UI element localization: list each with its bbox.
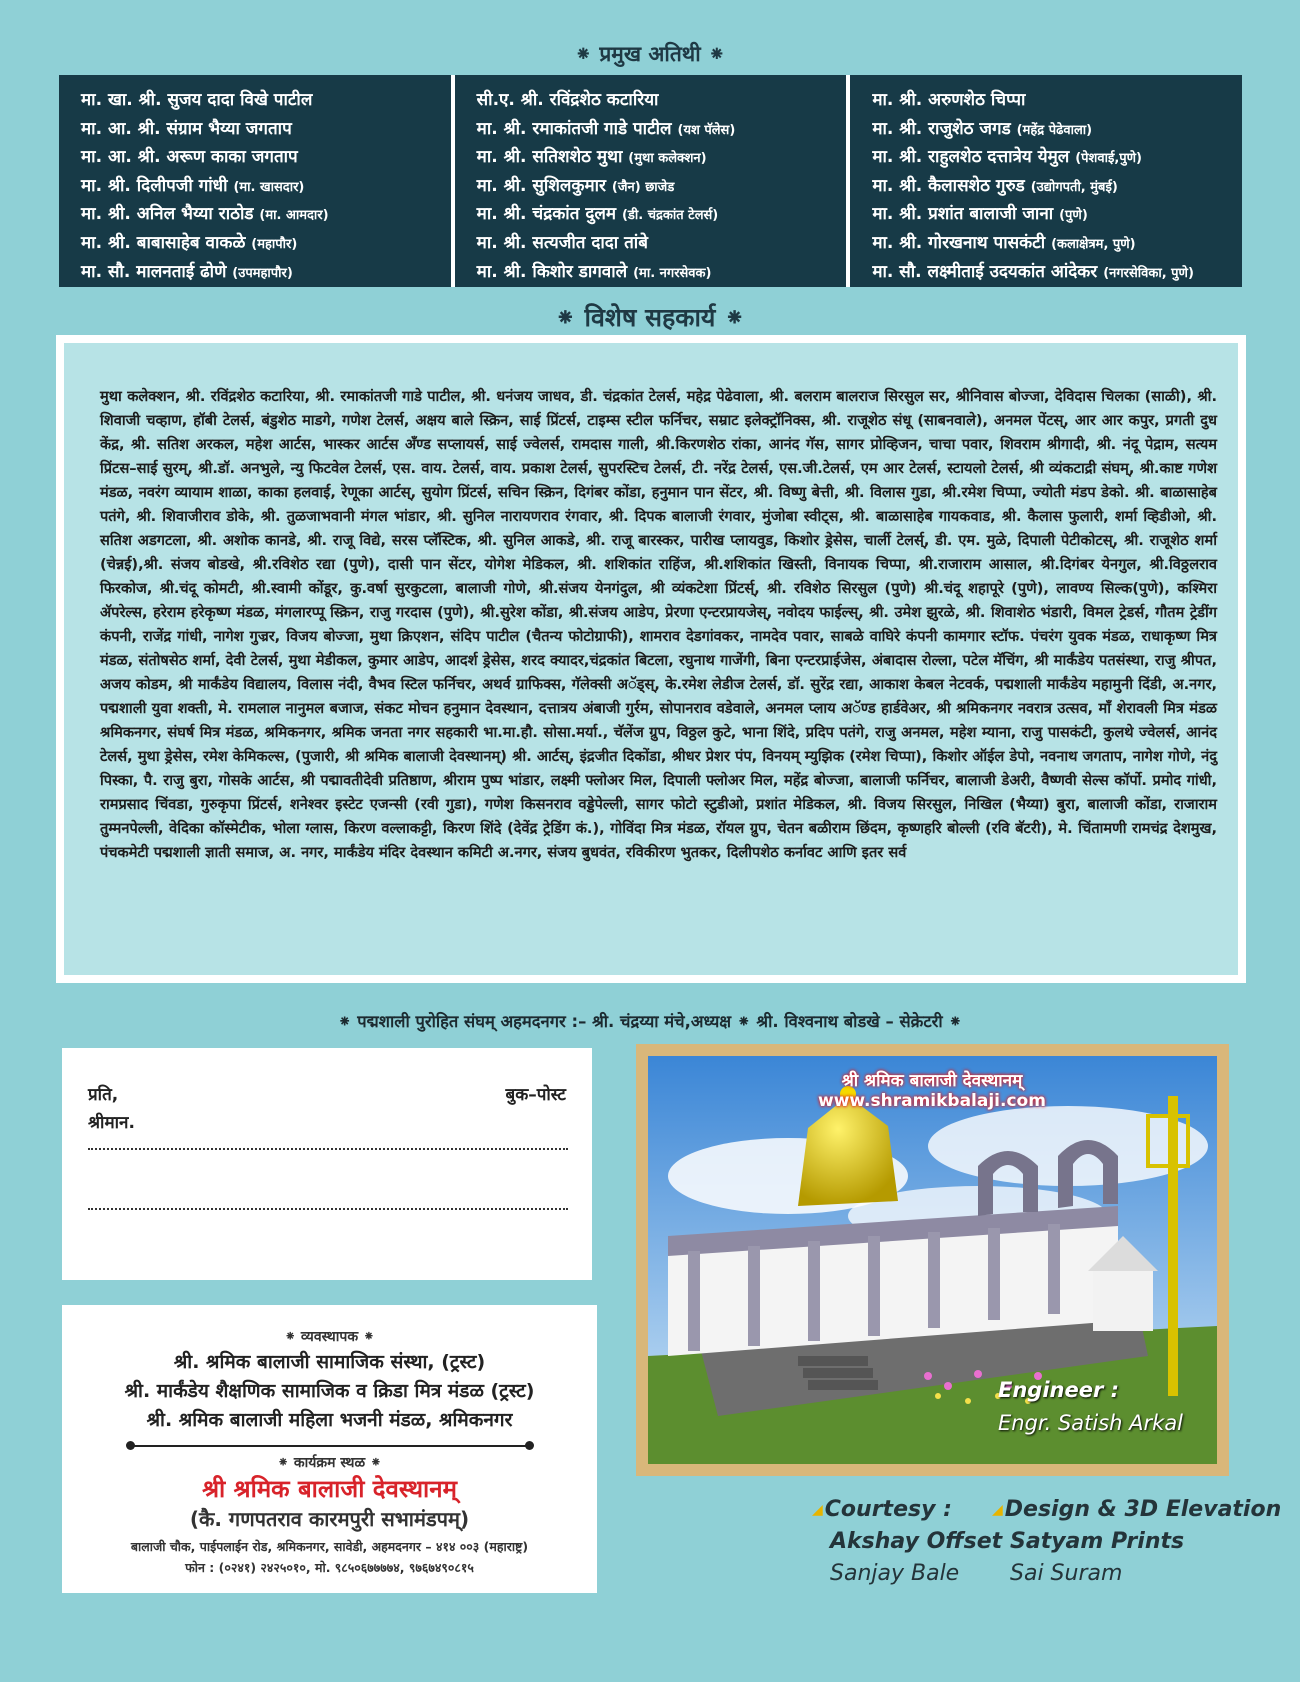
manager-org: श्री. श्रमिक बालाजी सामाजिक संस्था, (ट्रस्ट)	[173, 1351, 486, 1373]
design-line1: Satyam Prints	[1010, 1529, 1185, 1554]
guest-row: मा. खा. श्री. सुजय दादा विखे पाटील	[81, 90, 313, 110]
guest-row: मा. श्री. सुशिलकुमार (जैन) छाजेड	[476, 175, 675, 196]
courtesy-line2: Sanjay Bale	[830, 1561, 960, 1586]
manager-org: श्री. श्रमिक बालाजी महिला भजनी मंडळ, श्रमिकनगर	[146, 1409, 513, 1431]
guests-column-2	[451, 75, 847, 287]
address-line	[88, 1148, 568, 1150]
guest-row: मा. श्री. अनिल भैय्या राठोड (मा. आमदार)	[81, 204, 329, 225]
triangle-icon: ◢	[992, 1502, 1003, 1518]
venue-temple: श्री श्रमिक बालाजी देवस्थानम्	[202, 1475, 457, 1503]
triangle-icon: ◢	[812, 1502, 823, 1518]
guest-row: मा. आ. श्री. अरूण काका जगताप	[81, 147, 298, 168]
guest-row: मा. श्री. गोरखनाथ पासकंटी (कलाक्षेत्रम, पुणे)	[872, 232, 1136, 253]
courtesy-line1: Akshay Offset	[830, 1529, 1003, 1554]
address-line	[88, 1208, 568, 1210]
design-line2: Sai Suram	[1010, 1561, 1123, 1586]
temple-illustration	[648, 1056, 1217, 1464]
guest-row: मा. श्री. चंद्रकांत दुलम (डी. चंद्रकांत टेलर्स)	[476, 204, 719, 225]
collab-box	[56, 335, 1246, 983]
guest-row: मा. श्री. रमाकांतजी गाडे पाटील (यश पॅलेस)	[476, 118, 736, 139]
guest-row: मा. श्री. बाबासाहेब वाकळे (महापौर)	[81, 232, 298, 253]
guest-row: मा. सौ. मालनताई ढोणे (उपमहापौर)	[81, 261, 293, 282]
guest-row: मा. आ. श्री. संग्राम भैय्या जगताप	[81, 118, 292, 139]
manager-label: ⁕ व्यवस्थापक ⁕	[284, 1329, 375, 1345]
sir-label: श्रीमान.	[88, 1113, 135, 1133]
guest-row: सी.ए. श्री. रविंद्रशेठ कटारिया	[476, 90, 659, 110]
engineer-name: Engr. Satish Arkal	[998, 1411, 1184, 1435]
collab-inner-panel	[64, 343, 1238, 975]
temple-image-frame	[636, 1044, 1229, 1476]
guests-heading: ⁕ प्रमुख अतिथी ⁕	[574, 42, 726, 66]
guest-row: मा. श्री. कैलासशेठ गुरुड (उद्योगपती, मुंबई)	[872, 175, 1118, 196]
guest-row: मा. श्री. सत्यजीत दादा तांबे	[476, 232, 648, 253]
manager-card	[62, 1305, 597, 1593]
guest-row: मा. श्री. प्रशांत बालाजी जाना (पुणे)	[872, 204, 1088, 225]
design-credit	[992, 1494, 1281, 1590]
courtesy-credit	[812, 1494, 1002, 1590]
manager-org: श्री. मार्कंडेय शैक्षणिक सामाजिक व क्रिडा मित्र मंडळ (ट्रस्ट)	[124, 1380, 535, 1402]
guests-column-3	[846, 75, 1242, 287]
address-card	[62, 1048, 592, 1280]
temple-title: श्री श्रमिक बालाजी देवस्थानम्	[841, 1071, 1023, 1091]
guest-row: मा. श्री. अरुणशेठ चिप्पा	[872, 90, 1026, 110]
collab-heading: ⁕ विशेष सहकार्य ⁕	[554, 303, 746, 332]
guest-row: मा. श्री. राहुलशेठ दत्तात्रेय येमुल (पेशवाई,पुणे)	[872, 147, 1142, 168]
temple-website: www.shramikbalaji.com	[818, 1091, 1046, 1111]
book-post-label: बुक–पोस्ट	[505, 1085, 566, 1105]
divider	[130, 1445, 530, 1447]
venue-address: बालाजी चौक, पाईपलाईन रोड, श्रमिकनगर, सावेडी, अहमदनगर – ४१४ ००३ (महाराष्ट्र)	[130, 1539, 529, 1554]
venue-hall: (कै. गणपतराव कारमपुरी सभामंडपम्)	[189, 1507, 470, 1531]
sangham-line: ⁕ पद्मशाली पुरोहित संघम् अहमदनगर :– श्री. चंद्रय्या मंचे,अध्यक्ष ⁕ श्री. विश्वनाथ बोडखे – सेक्रेटरी ⁕	[337, 1012, 963, 1031]
temple-title-banner	[818, 1068, 1046, 1111]
engineer-label: Engineer :	[998, 1378, 1120, 1402]
temple-elevation-image	[648, 1056, 1217, 1464]
to-label: प्रति,	[88, 1085, 119, 1105]
guests-column-1	[59, 75, 451, 287]
guests-panel	[59, 75, 1242, 287]
venue-label: ⁕ कार्यक्रम स्थळ ⁕	[277, 1455, 382, 1471]
design-title: Design & 3D Elevation	[1004, 1497, 1282, 1522]
guest-row: मा. श्री. किशोर डागवाले (मा. नगरसेवक)	[476, 261, 712, 282]
guest-row: मा. सौ. लक्ष्मीताई उदयकांत आंदेकर (नगरसेविका, पुणे)	[872, 261, 1194, 282]
venue-phone: फोन : (०२४१) २४२५०१०, मो. ९८५०६७७७७४, ९७६७४९०८१५	[185, 1560, 474, 1575]
guest-row: मा. श्री. दिलीपजी गांधी (मा. खासदार)	[81, 175, 305, 196]
collab-text: मुथा कलेक्शन, श्री. रविंद्रशेठ कटारिया, श्री. रमाकांतजी गाडे पाटील, श्री. धनंजय जाधव, डी. चंद्रकांत टेलर्स, महेद्र पेढेवाला, श्री. बलराम बालराज सिरसुल सर, श्रीनिवास बोज्जा, देविदास चिलका (साळी), श्री. शिवाजी चव्हाण, हॉबी टेलर्स, बंडुशेठ माडगे, गणेश टेलर्स, अक्षय बाले स्क्रिन, साई प्रिंटर्स, टाइम्स स्टील फर्निचर, सम्राट इलेक्ट्रॉनिक्स, श्री. राजूशेठ संधू (साबनवाले), अनमल पेंटस्, आर आर कपुर, प्रगती दुध केंद्र, श्री. सतिश अरकल, महेश आर्टस, भास्कर आर्टस अँण्ड सप्लायर्स, साई ज्वेलर्स, रामदास गाली, श्री.किरणशेठ रांका, आनंद गॅस, सागर प्रोव्हिजन, चाचा पवार, शिवराम श्रीगादी, श्री. नंदू पेद्राम, सत्यम प्रिंटस–साई सुरम्, श्री.डॉ. अनभुले, न्यु फिटवेल टेलर्स, एस. वाय. टेलर्स, वाय. प्रकाश टेलर्स, सुपरस्टिच टेलर्स, टी. नरेंद्र टेलर्स, एस.जी.टेलर्स, एम आर टेलर्स, स्टायलो टेलर्स, श्री व्यंकटाद्री संघम्, श्री.काष्ट गणेश मंडळ, नवरंग व्यायाम शाळा, काका हलवाई, रेणूका आर्टस्, सुयोग प्रिंटर्स, सचिन स्क्रिन, दिगंबर कोंडा, हनुमान पान सेंटर, श्री. विष्णु बेत्ती, श्री. विलास गुडा, श्री.रमेश चिप्पा, ज्योती मंडप डेको. श्री. बाळासाहेब पतंगे, श्री. शिवाजीराव डोके, श्री. तुळजाभवानी मंगल भांडार, श्री. सुनिल नारायणराव रंगवार, श्री. दिपक बालाजी रंगवार, मुंजोबा स्वीट्स, श्री. बाळासाहेब गायकवाड, श्री. कैलास फुलारी, शर्मा व्हिडीओ, श्री. सतिश अडगटला, श्री. अशोक कानडे, श्री. राजू विद्ये, सरस प्लॅस्टिक, श्री. सुनिल आकडे, श्री. राजू बारस्कर, पारीख प्लायवुड, किशोर ड्रेसेस, चार्ली टेलर्स्, डी. एम. मुळे, दिपाली पेटीकोटस्, श्री. राजूशेठ शर्मा (चेन्नई),श्री. संजय बोडखे, श्री.रविशेठ रद्या (पुणे), दासी पान सेंटर, योगेश मेडिकल, श्री. शशिकांत राहिंज, श्री.शशिकांत खिस्ती, विनायक चिप्पा, श्री.राजाराम आसाल, श्री.दिगंबर येनगुल, श्री.विठ्ठलराव फिरकोज, श्री.चंदू कोमटी, श्री.स्वामी कोंडूर, कु.वर्षा सुरकुटला, बालाजी गोणे, श्री.संजय येनगंदुल, श्री व्यंकटेशा प्रिंटर्स्, श्री. रविशेठ सिरसुल (पुणे) श्री.चंदू शहापूरे (पुणे), लावण्य सिल्क(पुणे), कश्मिरा ॲपरेल्स, हरेराम हरेकृष्ण मंडळ, मंगलारप्पू स्क्रिन, राजु गरदास (पुणे), श्री.सुरेश कोंडा, श्री.संजय आडेप, प्रेरणा एन्टरप्रायजेस्, नवोदय फाईल्स्, श्री. उमेश झुरळे, श्री. शिवाशेठ भंडारी, विमल ट्रेडर्स, गौतम ट्रेडींग कंपनी, राजेंद्र गांधी, नागेश गुज्रर, विजय बोज्जा, मुथा क्रिएशन, संदिप पाटील (चैतन्य फोटोग्राफी), शामराव देडगांवकर, नामदेव पवार, साबळे वाघिरे कंपनी कामगार स्टॉफ. पंचरंग युवक मंडळ, राधाकृष्ण मित्र मंडळ, संतोषसेठ शर्मा, देवी टेलर्स, मुथा मेडीकल, कुमार आडेप, आदर्श ड्रेसेस, शरद क्यादर,चंद्रकांत बिटला, रघुनाथ गाजेंगी, बिना एन्टरप्राईजेस, अंबादास रोल्ला, पटेल मॅचिंग, श्री मार्कंडेय पतसंस्था, राजु श्रीपत, अजय कोडम, श्री मार्कंडेय विद्यालय, विलास नंदी, वैभव स्टिल फर्निचर, अथर्व ग्राफिक्स, गॅलेक्सी अॅड्स्, के.रमेश लेडीज टेलर्स, डॉ. सुरेंद्र रद्या, आकाश केबल नेटवर्क, पद्मशाली मार्कंडेय महामुनी दिंडी, अ.नगर, पद्मशाली युवा शक्ती, मे. रामलाल नानुमल बजाज, संकट मोचन हनुमान देवस्थान, दत्तात्रय अंबाजी गुर्रम, सोपानराव वडेवाले, अनमल प्लाय अॅण्ड हार्डवेअर, श्री श्रमिकनगर नवरात्र उत्सव, माँ शेरावली मित्र मंडळ श्रमिकनगर, संघर्ष मित्र मंडळ, श्रमिकनगर, श्रमिक जनता नगर सहकारी भा.मा.हौ. सोसा.मर्या., चॅलेंज ग्रुप, विठ्ठल कुटे, भाना शिंदे, प्रदिप पतंगे, राजु अनमल, महेश म्याना, राजु पासकंटी, कुलथे ज्वेलर्स, आनंद टेलर्स, मुथा ड्रेसेस, रमेश केमिकल्स, (पुजारी, श्री श्रमिक बालाजी देवस्थानम्) श्री. आर्टस्, इंद्रजीत दिकोंडा, श्रीधर प्रेशर पंप, विनयम् म्युझिक (रमेश चिप्पा), किशोर ऑईल डेपो, नवनाथ जगताप, नागेश गोणे, नंदु पिस्का, पै. राजु बुरा, गोसके आर्टस, श्री पद्मावतीदेवी प्रतिष्ठाण, श्रीराम पुष्प भांडार, लक्ष्मी फ्लोअर मिल, दिपाली फ्लोअर मिल, महेंद्र बोज्जा, बालाजी फर्निचर, बालाजी डेअरी, वैष्णवी सेल्स कॉर्पो. प्रमोद गांधी, रामप्रसाद चिंवडा, गुरुकृपा प्रिंटर्स, शनेश्वर इस्टेट एजन्सी (रवी गुडा), गणेश किसनराव वड्डेपेल्ली, सागर फोटो स्टुडीओ, प्रशांत मेडिकल, श्री. विजय सिरसुल, निखिल (भैय्या) बुरा, बालाजी कोंडा, राजाराम तुम्मनपेल्ली, वेदिका कॉस्मेटीक, भोला ग्लास, किरण वल्लाकट्टी, किरण शिंदे (देवेंद्र ट्रेडिंग कं.), गोविंदा मित्र मंडळ, रॉयल ग्रुप, चेतन बळीराम छिंदम, कृष्णहरि बोल्ली (रवि बॅटरी), मे. चिंतामणी रामचंद्र देशमुख, पंचकमेटी पद्मशाली ज्ञाती समाज, अ. नगर, मार्कंडेय मंदिर देवस्थान कमिटी अ.नगर, संजय बुधवंत, रविकीरण भुतकर, दिलीपशेठ कर्नावट आणि इतर सर्व	[100, 388, 1217, 861]
guest-row: मा. श्री. राजुशेठ जगड (महेंद्र पेढेवाला)	[872, 118, 1093, 139]
guest-row: मा. श्री. सतिशशेठ मुथा (मुथा कलेक्शन)	[476, 147, 707, 168]
courtesy-title: Courtesy :	[824, 1497, 952, 1522]
